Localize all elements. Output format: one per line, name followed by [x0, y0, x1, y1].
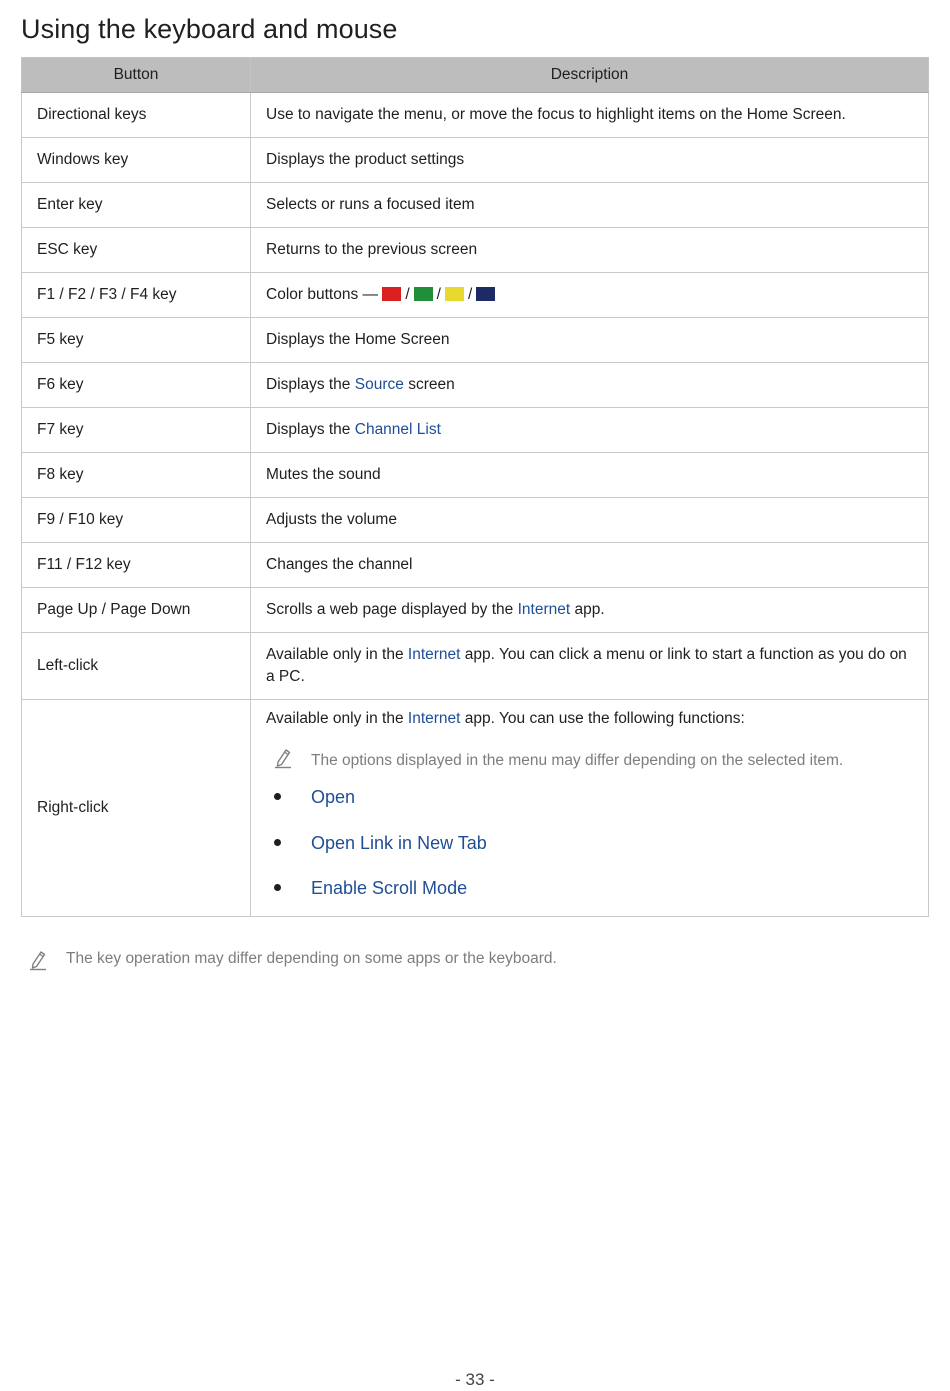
description-text: screen [408, 376, 455, 393]
description-cell [251, 588, 929, 633]
button-cell: Windows key [22, 138, 251, 183]
table-row [22, 363, 929, 408]
blue-color-swatch-icon [476, 287, 495, 301]
description-text: Displays the [266, 376, 351, 393]
bullet-dot [274, 839, 281, 846]
description-text: Color buttons — [266, 286, 378, 303]
internet-link[interactable]: Internet [407, 710, 461, 727]
description-text: app. You can click a menu or link to start a function as you do on a PC. [266, 646, 907, 685]
table-row [22, 633, 929, 700]
table-row [22, 700, 929, 917]
bullet-dot [274, 793, 281, 800]
table-row [22, 273, 929, 318]
note-text: The options displayed in the menu may differ depending on the selected item. [311, 752, 844, 769]
button-cell: Directional keys [22, 93, 251, 138]
button-cell: Left-click [22, 633, 251, 700]
page-number: - 33 - [455, 1370, 495, 1389]
button-cell: F5 key [22, 318, 251, 363]
bullet-dot [274, 884, 281, 891]
description-text: app. You can use the following functions: [464, 710, 745, 727]
description-cell: Displays the product settings [251, 138, 929, 183]
table-row [22, 453, 929, 498]
description-cell [251, 700, 929, 917]
right-click-intro [266, 708, 914, 730]
table-row [22, 588, 929, 633]
description-cell: Use to navigate the menu, or move the focus to highlight items on the Home Screen. [251, 93, 929, 138]
internet-link[interactable]: Internet [407, 646, 461, 663]
button-cell: F11 / F12 key [22, 543, 251, 588]
description-text: app. [574, 601, 605, 618]
column-header-button: Button [22, 58, 251, 93]
list-item [266, 786, 914, 832]
description-cell: Selects or runs a focused item [251, 183, 929, 228]
description-cell [251, 633, 929, 700]
table-row [22, 93, 929, 138]
button-cell: Page Up / Page Down [22, 588, 251, 633]
description-cell: Adjusts the volume [251, 498, 929, 543]
description-cell: Changes the channel [251, 543, 929, 588]
column-header-description: Description [251, 58, 929, 93]
list-item [266, 832, 914, 878]
table-header-row [22, 58, 929, 93]
description-cell: Returns to the previous screen [251, 228, 929, 273]
separator: / [467, 286, 473, 303]
source-link[interactable]: Source [354, 376, 404, 393]
table-row [22, 498, 929, 543]
right-click-function-list [266, 786, 914, 905]
description-cell: Mutes the sound [251, 453, 929, 498]
button-cell: Enter key [22, 183, 251, 228]
description-text: Displays the [266, 421, 351, 438]
open-link[interactable]: Open [311, 787, 356, 807]
list-item [266, 877, 914, 905]
table-row [22, 408, 929, 453]
description-cell: Displays the Home Screen [251, 318, 929, 363]
table-row [22, 228, 929, 273]
separator: / [405, 286, 410, 303]
channel-list-link[interactable]: Channel List [354, 421, 441, 438]
button-cell: F9 / F10 key [22, 498, 251, 543]
note [266, 750, 914, 772]
pencil-icon [28, 949, 48, 976]
button-cell: F6 key [22, 363, 251, 408]
description-text: Available only in the [266, 646, 404, 663]
button-cell: ESC key [22, 228, 251, 273]
red-color-swatch-icon [382, 287, 401, 301]
description-cell [251, 408, 929, 453]
button-cell: F8 key [22, 453, 251, 498]
page-title: Using the keyboard and mouse [21, 14, 398, 44]
enable-scroll-mode-link[interactable]: Enable Scroll Mode [311, 878, 468, 898]
footnote-text: The key operation may differ depending on some apps or the keyboard. [66, 950, 557, 967]
table-row [22, 183, 929, 228]
description-cell [251, 363, 929, 408]
description-text: Scrolls a web page displayed by the [266, 601, 514, 618]
description-text: Available only in the [266, 710, 404, 727]
description-cell [251, 273, 929, 318]
table-row [22, 318, 929, 363]
button-cell: F7 key [22, 408, 251, 453]
button-cell: Right-click [22, 700, 251, 917]
separator: / [436, 286, 441, 303]
table-row [22, 138, 929, 183]
internet-link[interactable]: Internet [517, 601, 571, 618]
open-link-in-new-tab-link[interactable]: Open Link in New Tab [311, 832, 487, 853]
button-cell: F1 / F2 / F3 / F4 key [22, 273, 251, 318]
green-color-swatch-icon [414, 287, 433, 301]
keyboard-mouse-table [21, 57, 929, 917]
pencil-icon [273, 747, 293, 776]
table-row [22, 543, 929, 588]
yellow-color-swatch-icon [445, 287, 464, 301]
